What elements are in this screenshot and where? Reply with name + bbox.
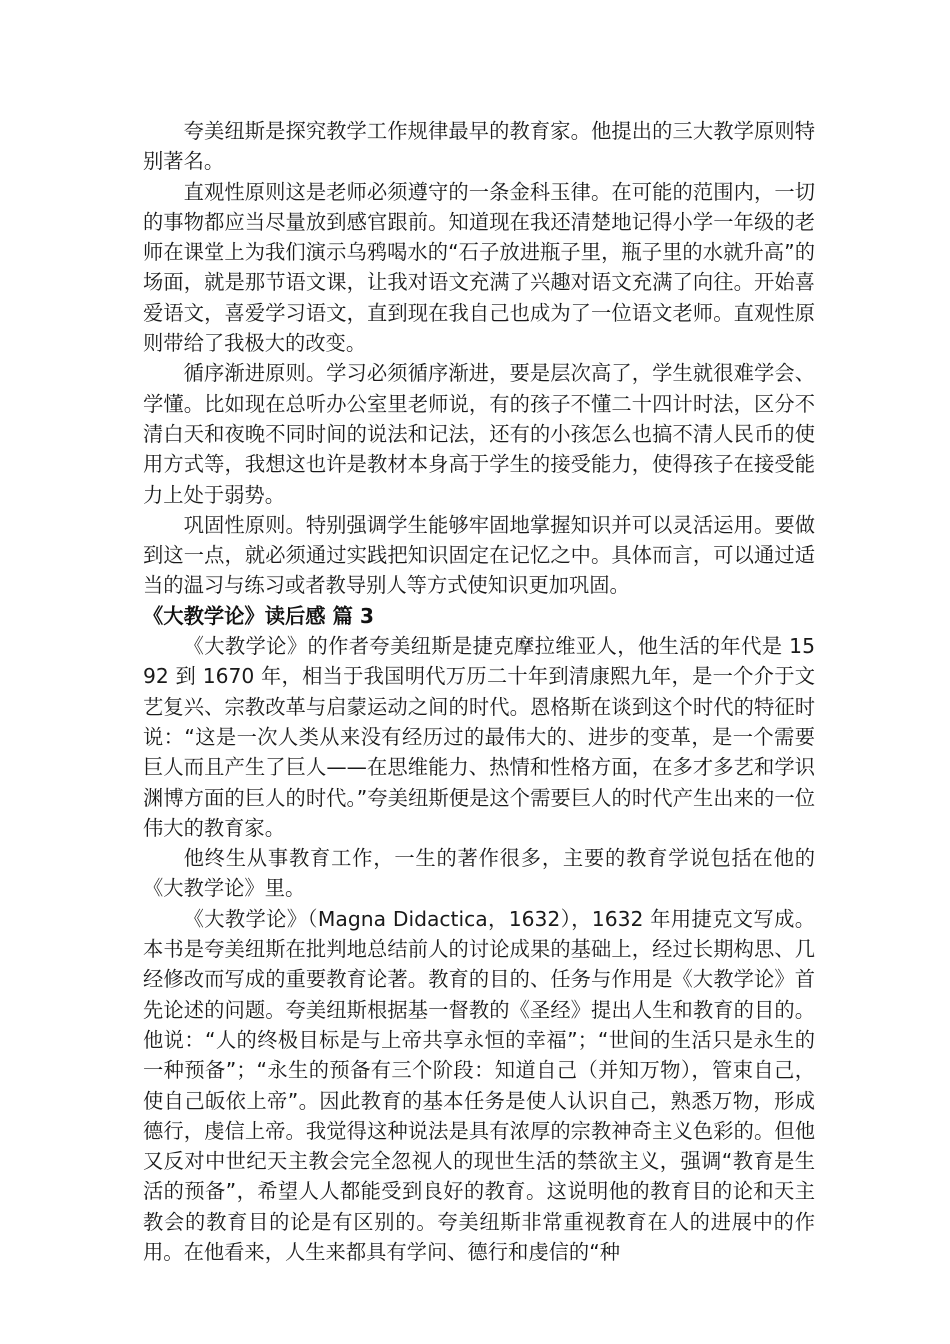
paragraph-gradual-principle: 循序渐进原则。学习必须循序渐进，要是层次高了，学生就很难学会、学懂。比如现在总听办公室里老师说，有的孩子不懂二十四计时法，区分不清白天和夜晚不同时间的说法和记法，还有的小孩怎么也搞不清人民币的使用方式等，我想这也许是教材本身高于学生的接受能力，使得孩子在接受能力上处于弱势。 [143, 361, 815, 507]
paragraph-lifelong-work: 他终生从事教育工作，一生的著作很多，主要的教育学说包括在他的《大教学论》里。 [143, 846, 815, 901]
section-heading: 《大教学论》读后感 篇 3 [143, 603, 375, 628]
paragraph-author-background: 《大教学论》的作者夸美纽斯是捷克摩拉维亚人，他生活的年代是 1592 到 1670 年，相当于我国明代万历二十年到清康熙九年，是一个介于文艺复兴、宗教改革与启蒙运动之间的时代。恩格斯在谈到这个时代的特征时说：“这是一次人类从来没有经历过的最伟大的、进步的变革，是一个需要巨人而且产生了巨人——在思维能力、热情和性格方面，在多才多艺和学识渊博方面的巨人的时代。”夸美纽斯便是这个需要巨人的时代产生出来的一位伟大的教育家。 [143, 634, 815, 840]
paragraph-intuitive-principle: 直观性原则这是老师必须遵守的一条金科玉律。在可能的范围内，一切的事物都应当尽量放到感官跟前。知道现在我还清楚地记得小学一年级的老师在课堂上为我们演示乌鸦喝水的“石子放进瓶子里，瓶子里的水就升高”的场面，就是那节语文课，让我对语文充满了兴趣对语文充满了向往。开始喜爱语文，喜爱学习语文，直到现在我自己也成为了一位语文老师。直观性原则带给了我极大的改变。 [143, 179, 815, 356]
paragraph-consolidation-principle: 巩固性原则。特别强调学生能够牢固地掌握知识并可以灵活运用。要做到这一点，就必须通过实践把知识固定在记忆之中。具体而言，可以通过适当的温习与练习或者教导别人等方式使知识更加巩固。 [143, 512, 815, 598]
document-body [143, 116, 815, 1267]
paragraph-magna-didactica: 《大教学论》（Magna Didactica，1632），1632 年用捷克文写成。本书是夸美纽斯在批判地总结前人的讨论成果的基础上，经过长期构思、几经修改而写成的重要教育论著。教育的目的、任务与作用是《大教学论》首先论述的问题。夸美纽斯根据基一督教的《圣经》提出人生和教育的目的。他说：“人的终极目标是与上帝共享永恒的幸福”；“世间的生活只是永生的一种预备”；“永生的预备有三个阶段：知道自己（并知万物），管束自己，使自己皈依上帝”。因此教育的基本任务是使人认识自己，熟悉万物，形成德行，虔信上帝。我觉得这种说法是具有浓厚的宗教神奇主义色彩的。但他又反对中世纪天主教会完全忽视人的现世生活的禁欲主义，强调“教育是生活的预备”，希望人人都能受到良好的教育。这说明他的教育目的论和天主教会的教育目的论是有区别的。夸美纽斯非常重视教育在人的进展中的作用。在他看来，人生来都具有学问、德行和虔信的“种 [143, 906, 815, 1264]
paragraph-intro: 夸美纽斯是探究教学工作规律最早的教育家。他提出的三大教学原则特别著名。 [143, 119, 815, 174]
